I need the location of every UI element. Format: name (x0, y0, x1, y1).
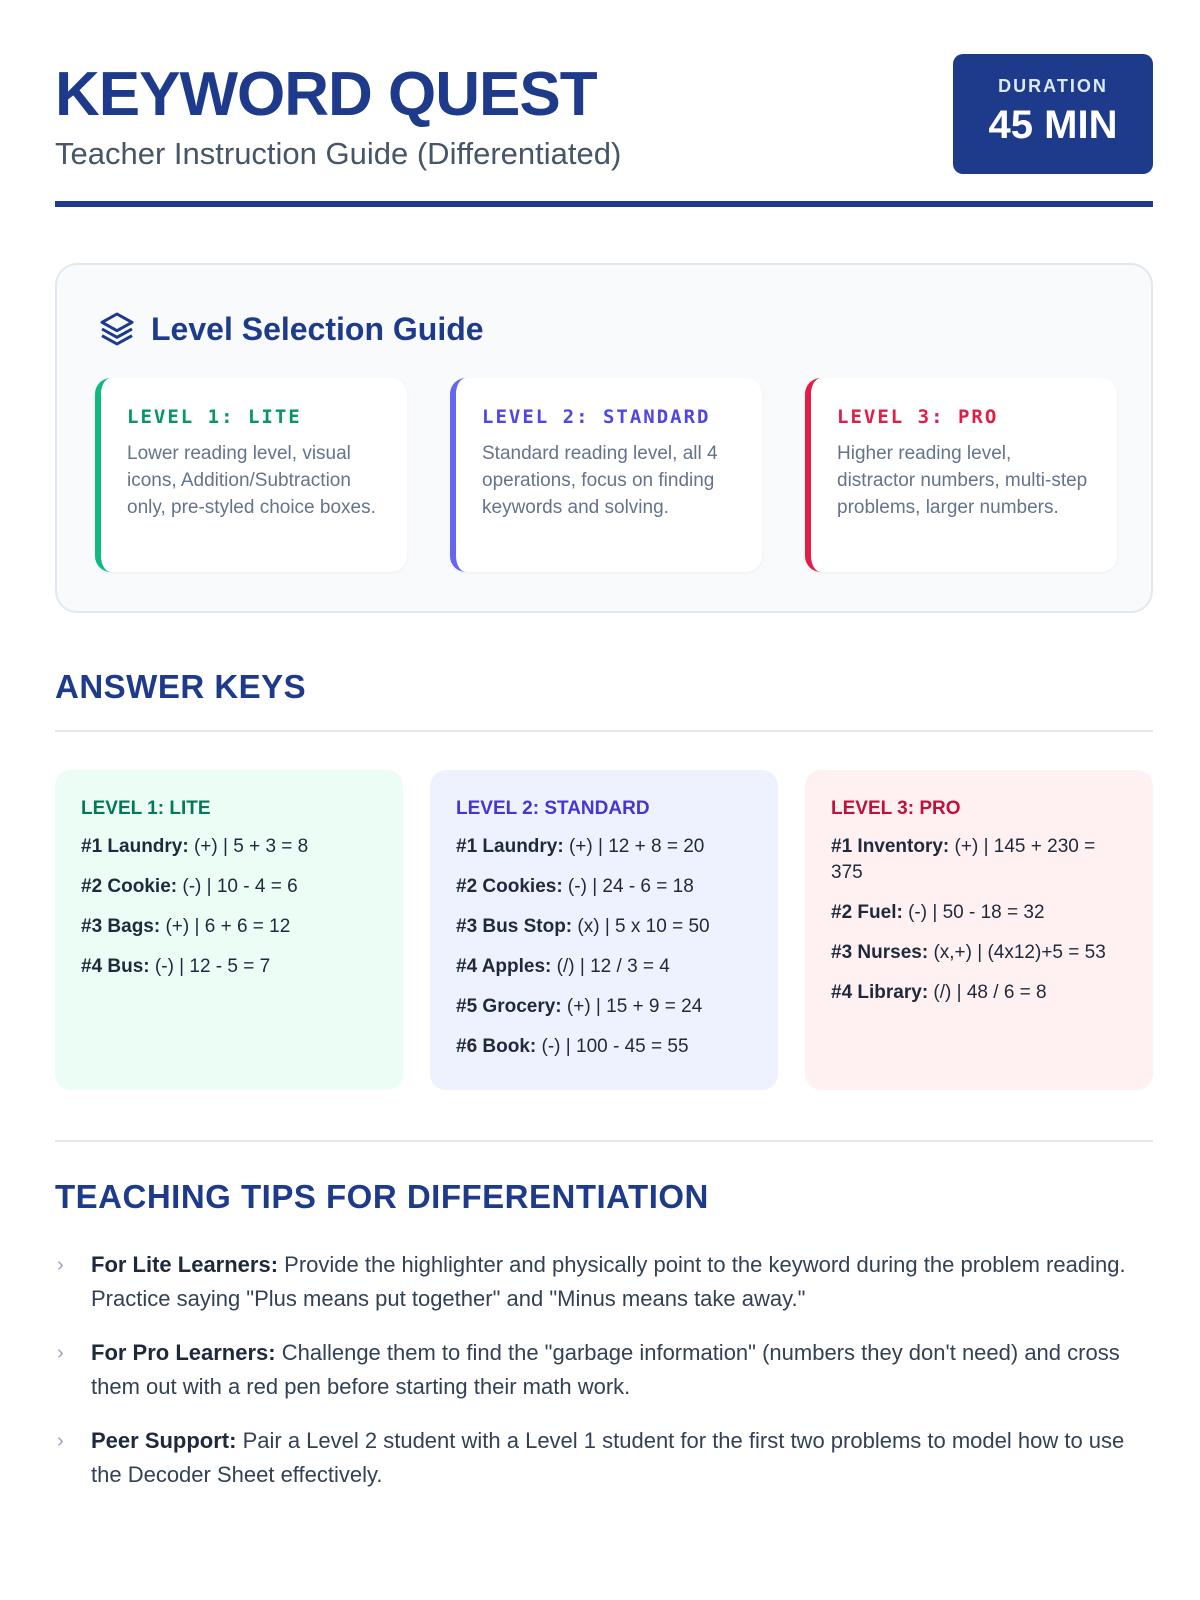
tip-text: Pair a Level 2 student with a Level 1 student for the first two problems to model how to use the Decoder Sheet effectively. (91, 1428, 1125, 1487)
answer-row (456, 1034, 752, 1060)
answer-row (831, 940, 1127, 966)
answer-text: (+) | 12 + 8 = 20 (563, 836, 705, 857)
answer-key-lite (55, 770, 403, 1090)
answer-label: #4 Library: (831, 982, 929, 1003)
answer-row (456, 874, 752, 900)
tip-label: Peer Support: (91, 1428, 237, 1453)
duration-value: 45 MIN (988, 103, 1118, 147)
tip-text: Provide the highlighter and physically point to the keyword during the problem reading. Practice saying "Plus means put together" and "Minus means take away." (91, 1252, 1126, 1311)
chevron-right-icon: › (57, 1342, 64, 1364)
level-card-description: Higher reading level, distractor numbers, multi-step problems, larger numbers. (837, 443, 1088, 518)
page-title: KEYWORD QUEST (55, 60, 597, 129)
tip-item (55, 1248, 1153, 1316)
level-card-standard (450, 378, 762, 572)
answer-row (81, 834, 377, 860)
level-card-pro (805, 378, 1117, 572)
level-selection-guide (55, 263, 1153, 613)
answer-key-standard (430, 770, 778, 1090)
level-guide-title: Level Selection Guide (151, 310, 484, 347)
level-card-title: LEVEL 3: PRO (837, 406, 999, 428)
answer-row (81, 954, 377, 980)
page-subtitle: Teacher Instruction Guide (Differentiated) (55, 136, 622, 171)
answer-text: (+) | 5 + 3 = 8 (188, 836, 309, 857)
answer-row (831, 980, 1127, 1006)
tip-label: For Lite Learners: (91, 1252, 279, 1277)
answer-row (456, 954, 752, 980)
answer-label: #5 Grocery: (456, 996, 562, 1017)
tip-text: Challenge them to find the "garbage information" (numbers they don't need) and cross them out with a red pen before starting their math work. (91, 1340, 1120, 1399)
answer-label: #1 Inventory: (831, 836, 950, 857)
answer-label: #4 Apples: (456, 956, 552, 977)
answer-key-pro (805, 770, 1153, 1090)
answer-row (456, 994, 752, 1020)
answer-label: #2 Cookie: (81, 876, 178, 897)
level-card-title: LEVEL 1: LITE (127, 406, 302, 428)
answer-label: #1 Laundry: (456, 836, 564, 857)
answer-row (81, 914, 377, 940)
level-guide-header (97, 309, 484, 349)
answer-text: (/) | 48 / 6 = 8 (928, 982, 1047, 1003)
duration-label: DURATION (998, 76, 1108, 96)
answer-text: (-) | 10 - 4 = 6 (177, 876, 298, 897)
level-card-title: LEVEL 2: STANDARD (482, 406, 711, 428)
tip-item (55, 1424, 1153, 1492)
answer-label: #4 Bus: (81, 956, 150, 977)
teaching-tips-title: TEACHING TIPS FOR DIFFERENTIATION (55, 1178, 709, 1215)
answer-text: (+) | 6 + 6 = 12 (160, 916, 291, 937)
answer-text: (x) | 5 x 10 = 50 (572, 916, 710, 937)
answer-keys-title: ANSWER KEYS (55, 668, 307, 705)
answer-row (456, 914, 752, 940)
answer-text: (x,+) | (4x12)+5 = 53 (928, 942, 1106, 963)
answer-label: #2 Fuel: (831, 902, 903, 923)
answer-text: (-) | 100 - 45 = 55 (536, 1036, 689, 1057)
answer-text: (-) | 12 - 5 = 7 (149, 956, 271, 977)
answer-row (81, 874, 377, 900)
page-header (55, 52, 1153, 207)
answer-text: (+) | 145 + 230 = 375 (831, 836, 1096, 883)
duration-badge (953, 54, 1153, 174)
answer-label: #3 Nurses: (831, 942, 929, 963)
answer-text: (/) | 12 / 3 = 4 (551, 956, 670, 977)
tip-label: For Pro Learners: (91, 1340, 276, 1365)
level-card-lite (95, 378, 407, 572)
teaching-tips-list (55, 1248, 1153, 1512)
chevron-right-icon: › (57, 1430, 64, 1452)
answer-label: #3 Bus Stop: (456, 916, 573, 937)
answer-row (456, 834, 752, 860)
answer-text: (-) | 50 - 18 = 32 (902, 902, 1045, 923)
divider (55, 730, 1153, 732)
answer-label: #2 Cookies: (456, 876, 563, 897)
chevron-right-icon: › (57, 1254, 64, 1276)
answer-label: #3 Bags: (81, 916, 161, 937)
answer-key-title: LEVEL 1: LITE (81, 798, 211, 819)
answer-key-title: LEVEL 2: STANDARD (456, 798, 650, 819)
level-card-description: Standard reading level, all 4 operations, focus on finding keywords and solving. (482, 443, 718, 518)
layers-icon (97, 309, 137, 349)
answer-key-title: LEVEL 3: PRO (831, 798, 961, 819)
answer-text: (+) | 15 + 9 = 24 (561, 996, 703, 1017)
divider (55, 1140, 1153, 1142)
tip-item (55, 1336, 1153, 1404)
answer-row (831, 900, 1127, 926)
answer-row (831, 834, 1127, 886)
answer-label: #6 Book: (456, 1036, 537, 1057)
answer-text: (-) | 24 - 6 = 18 (562, 876, 694, 897)
answer-label: #1 Laundry: (81, 836, 189, 857)
level-card-description: Lower reading level, visual icons, Addition/Subtraction only, pre-styled choice boxes. (127, 443, 376, 518)
